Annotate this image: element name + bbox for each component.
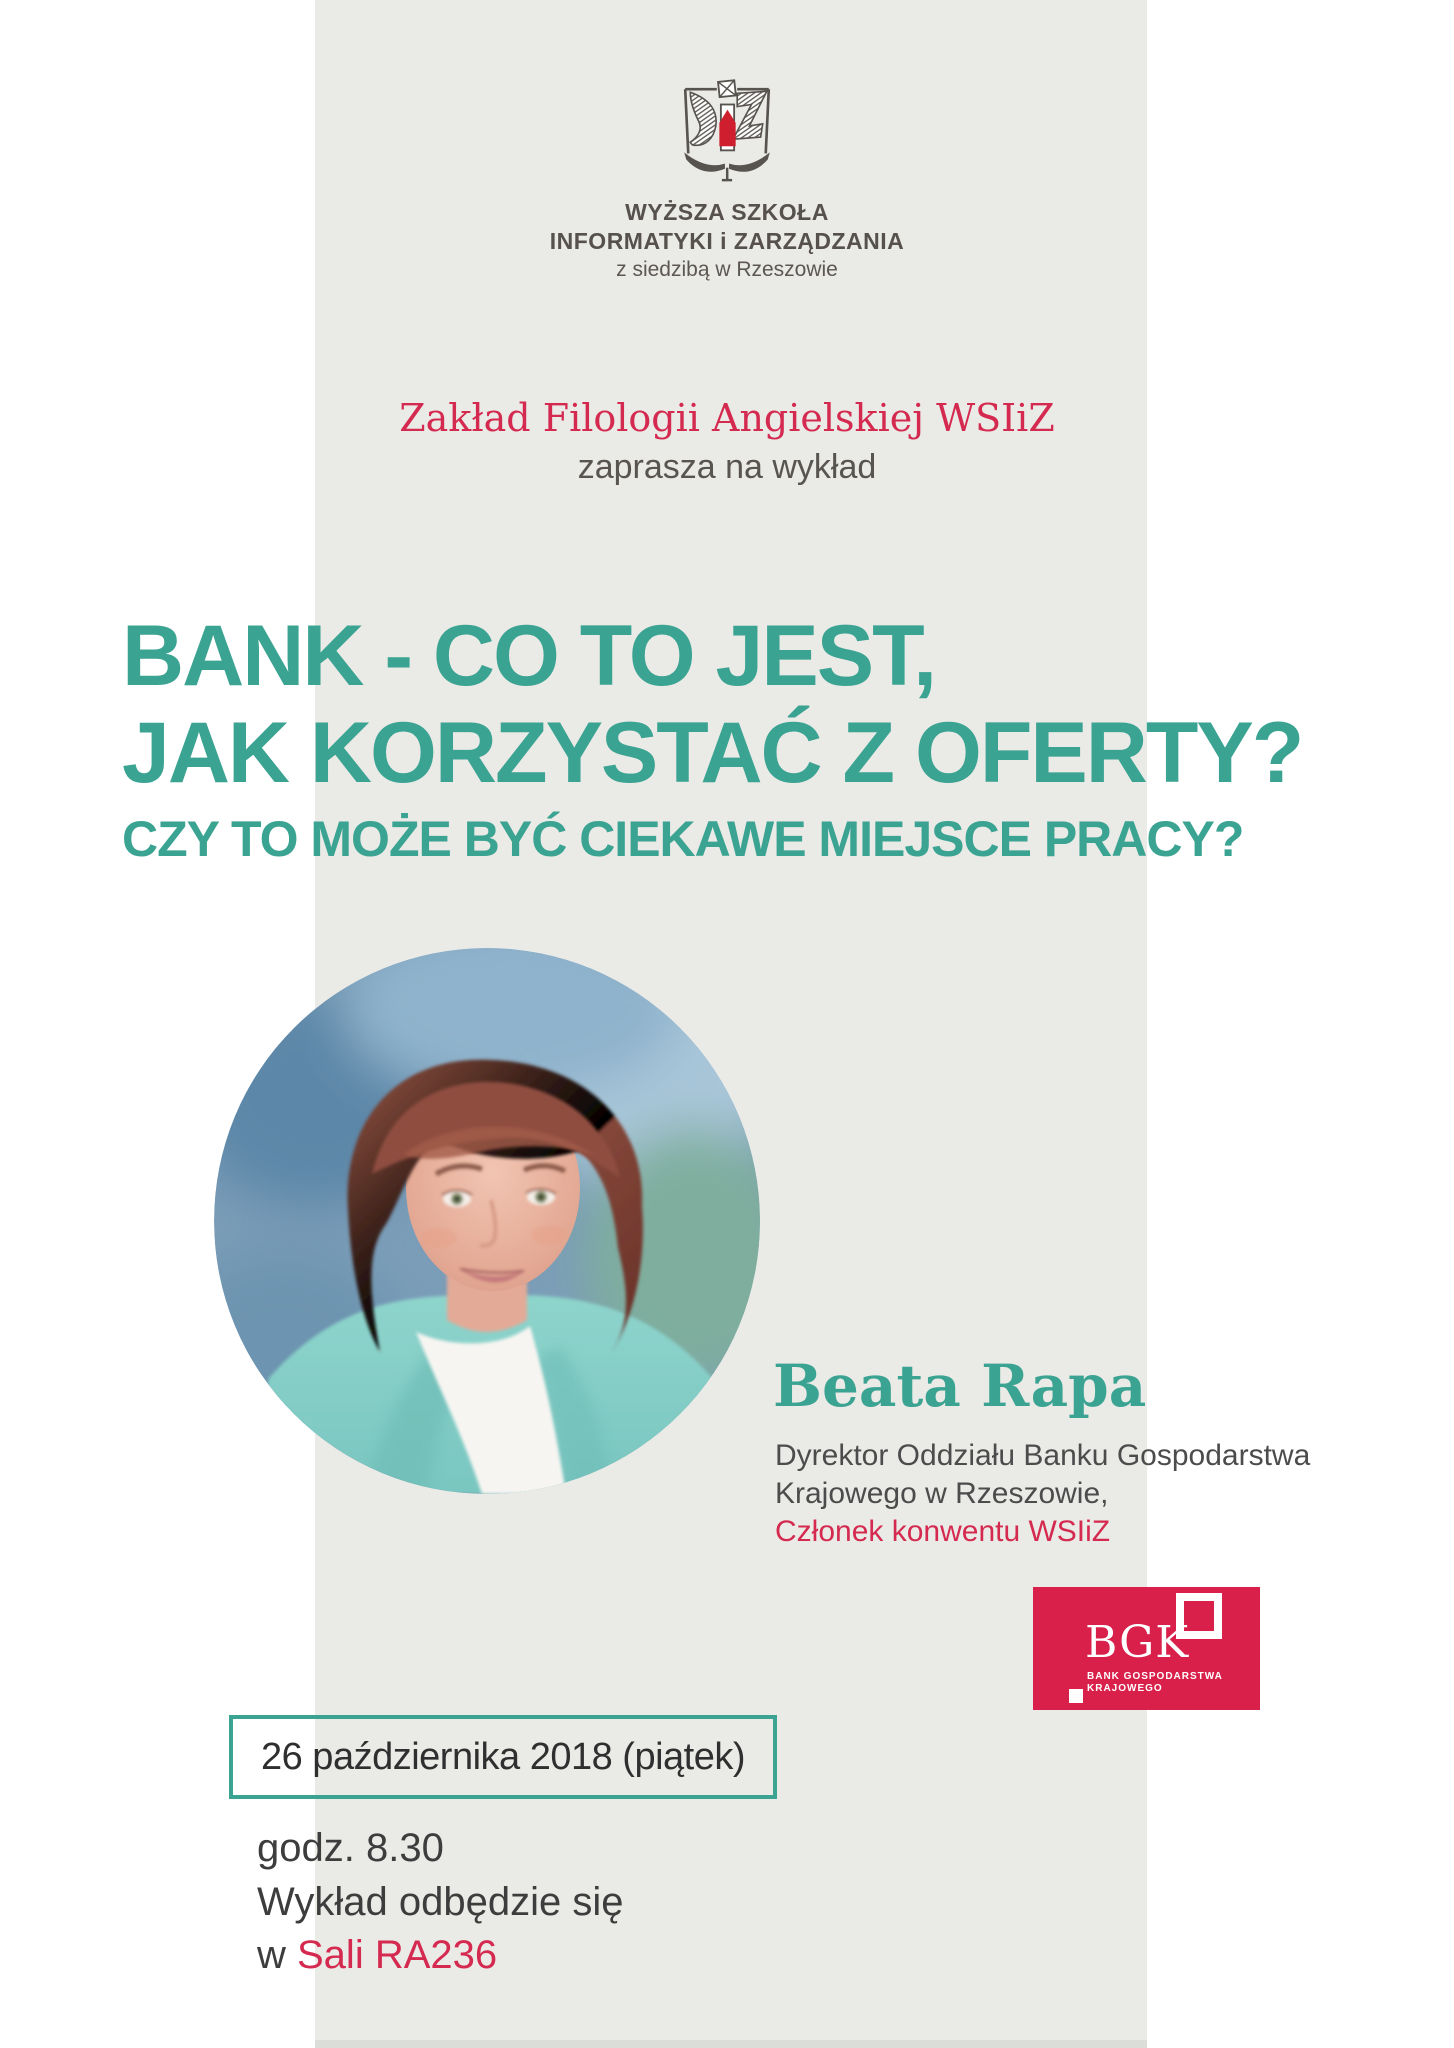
speaker-role-line2: Krajowego w Rzeszowie,: [775, 1477, 1109, 1510]
bgk-square-small-icon: [1069, 1689, 1083, 1703]
university-name-line3: z siedzibą w Rzeszowie: [616, 258, 838, 281]
lecture-title: [122, 608, 1342, 870]
bgk-abbreviation: BGK: [1085, 1617, 1190, 1668]
bottom-strip: [315, 2040, 1147, 2048]
university-name-line2: INFORMATYKI i ZARZĄDZANIA: [549, 228, 905, 254]
venue-prefix: w: [257, 1933, 297, 1977]
speaker-affiliation: Członek konwentu WSIiZ: [775, 1515, 1111, 1548]
university-name: [550, 198, 904, 284]
speaker-role: [775, 1437, 1310, 1551]
venue-line2: [257, 1929, 624, 1982]
date-box: [229, 1715, 777, 1799]
venue-line1: Wykład odbędzie się: [257, 1880, 624, 1924]
bgk-full-name-line2: KRAJOWEGO: [1087, 1683, 1163, 1694]
event-time: godz. 8.30: [257, 1826, 444, 1870]
event-date: 26 października 2018 (piątek): [260, 1735, 746, 1778]
title-line2: JAK KORZYSTAĆ Z OFERTY?: [122, 705, 1303, 801]
university-name-line1: WYŻSZA SZKOŁA: [625, 199, 829, 225]
invitation-text: zaprasza na wykład: [577, 448, 877, 486]
event-venue: [257, 1876, 624, 1982]
speaker-photo: [214, 948, 760, 1494]
bgk-full-name-line1: BANK GOSPODARSTWA: [1087, 1671, 1223, 1682]
bgk-full-name: [1087, 1671, 1223, 1695]
speaker-role-line1: Dyrektor Oddziału Banku Gospodarstwa: [775, 1439, 1311, 1472]
speaker-name: Beata Rapa: [773, 1352, 1147, 1420]
title-line1: BANK - CO TO JEST,: [122, 608, 935, 704]
title-line3: CZY TO MOŻE BYĆ CIEKAWE MIEJSCE PRACY?: [122, 811, 1244, 867]
venue-room: Sali RA236: [297, 1933, 498, 1977]
department-name: Zakład Filologii Angielskiej WSIiZ: [399, 396, 1055, 440]
wsiiz-crest-icon: [677, 78, 777, 184]
university-logo-block: [0, 78, 1454, 284]
bgk-logo: [1033, 1587, 1260, 1710]
